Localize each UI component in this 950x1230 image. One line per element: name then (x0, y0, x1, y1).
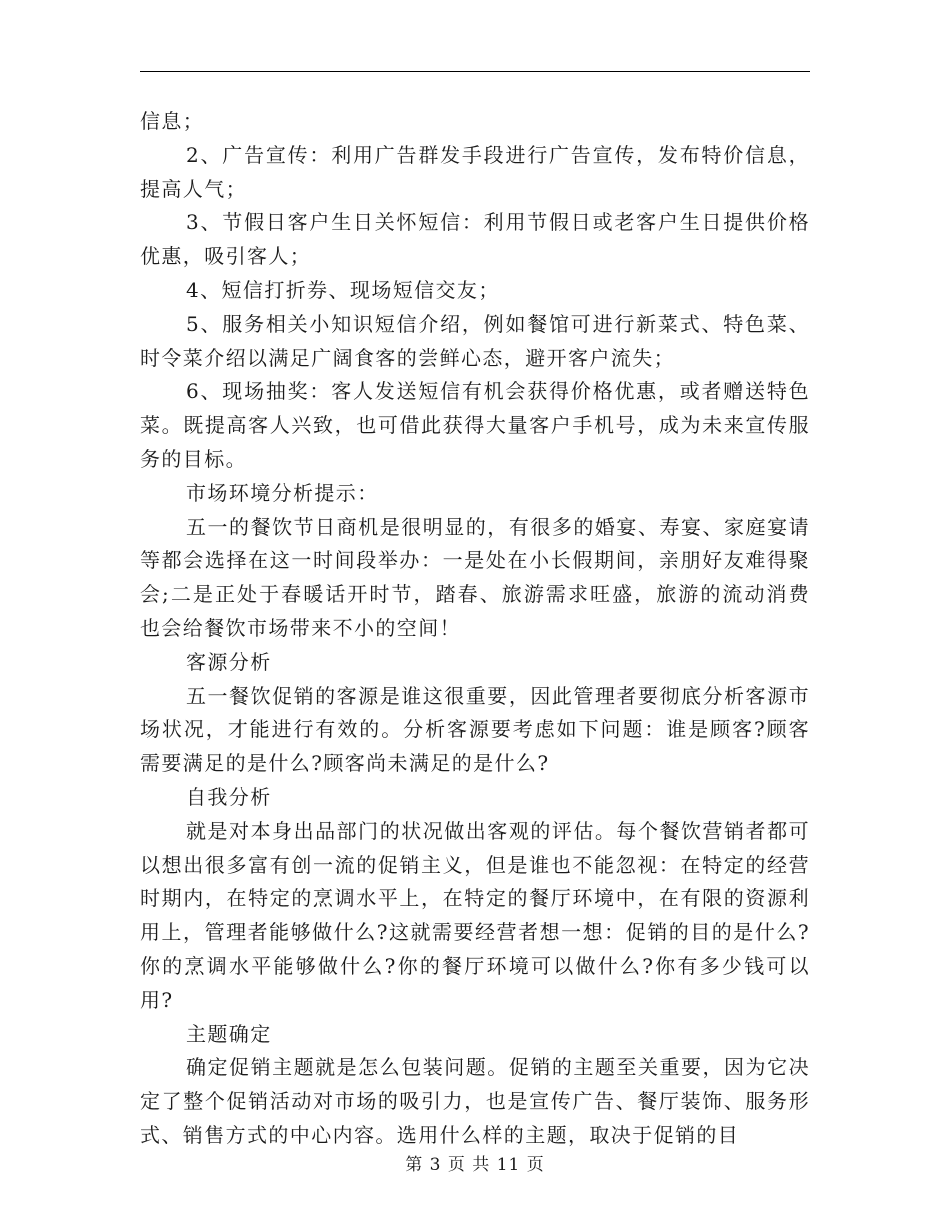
paragraph-theme: 确定促销主题就是怎么包装问题。促销的主题至关重要，因为它决定了整个促销活动对市场的吸引力，也是宣传广告、餐厅装饰、服务形式、销售方式的中心内容。选用什么样的主题，取决于促销的目 (140, 1055, 810, 1147)
paragraph-1: 信息； (140, 109, 205, 133)
paragraph-self: 就是对本身出品部门的状况做出客观的评估。每个餐饮营销者都可以想出很多富有创一流的促销主义，但是谁也不能忽视：在特定的经营时期内，在特定的烹调水平上，在特定的餐厅环境中，在有限的资源利用上，管理者能够做什么?这就需要经营者想一想：促销的目的是什么?你的烹调水平能够做什么?你的餐厅环境可以做什么?你有多少钱可以用? (140, 818, 810, 1012)
paragraph-market: 五一的餐饮节日商机是很明显的，有很多的婚宴、寿宴、家庭宴请等都会选择在这一时间段举办：一是处在小长假期间，亲朋好友难得聚会;二是正处于春暖话开时节，踏春、旅游需求旺盛，旅游的流动消费也会给餐饮市场带来不小的空间！ (140, 514, 810, 640)
document-body (140, 105, 810, 1153)
paragraph-customers: 五一餐饮促销的客源是谁这很重要，因此管理者要彻底分析客源市场状况，才能进行有效的。分析客源要考虑如下问题：谁是顾客?顾客需要满足的是什么?顾客尚未满足的是什么? (140, 683, 810, 776)
page-number: 第 3 页 共 11 页 (405, 1155, 545, 1175)
paragraph-5: 5、服务相关小知识短信介绍，例如餐馆可进行新菜式、特色菜、时令菜介绍以满足广阔食客的尝鲜心态，避开客户流失； (140, 311, 810, 370)
paragraph-4: 4、短信打折券、现场短信交友； (186, 277, 500, 302)
section-heading-self: 自我分析 (186, 784, 272, 809)
header-rule (140, 71, 810, 72)
section-heading-theme: 主题确定 (186, 1021, 272, 1046)
section-heading-customers: 客源分析 (186, 649, 272, 674)
section-heading-market: 市场环境分析提示： (186, 480, 379, 505)
paragraph-3: 3、节假日客户生日关怀短信：利用节假日或老客户生日提供价格优惠，吸引客人； (140, 210, 810, 269)
paragraph-6: 6、现场抽奖：客人发送短信有机会获得价格优惠，或者赠送特色菜。既提高客人兴致，也可借此获得大量客户手机号，成为未来宣传服务的目标。 (140, 379, 810, 471)
paragraph-2: 2、广告宣传：利用广告群发手段进行广告宣传，发布特价信息，提高人气； (140, 142, 810, 201)
